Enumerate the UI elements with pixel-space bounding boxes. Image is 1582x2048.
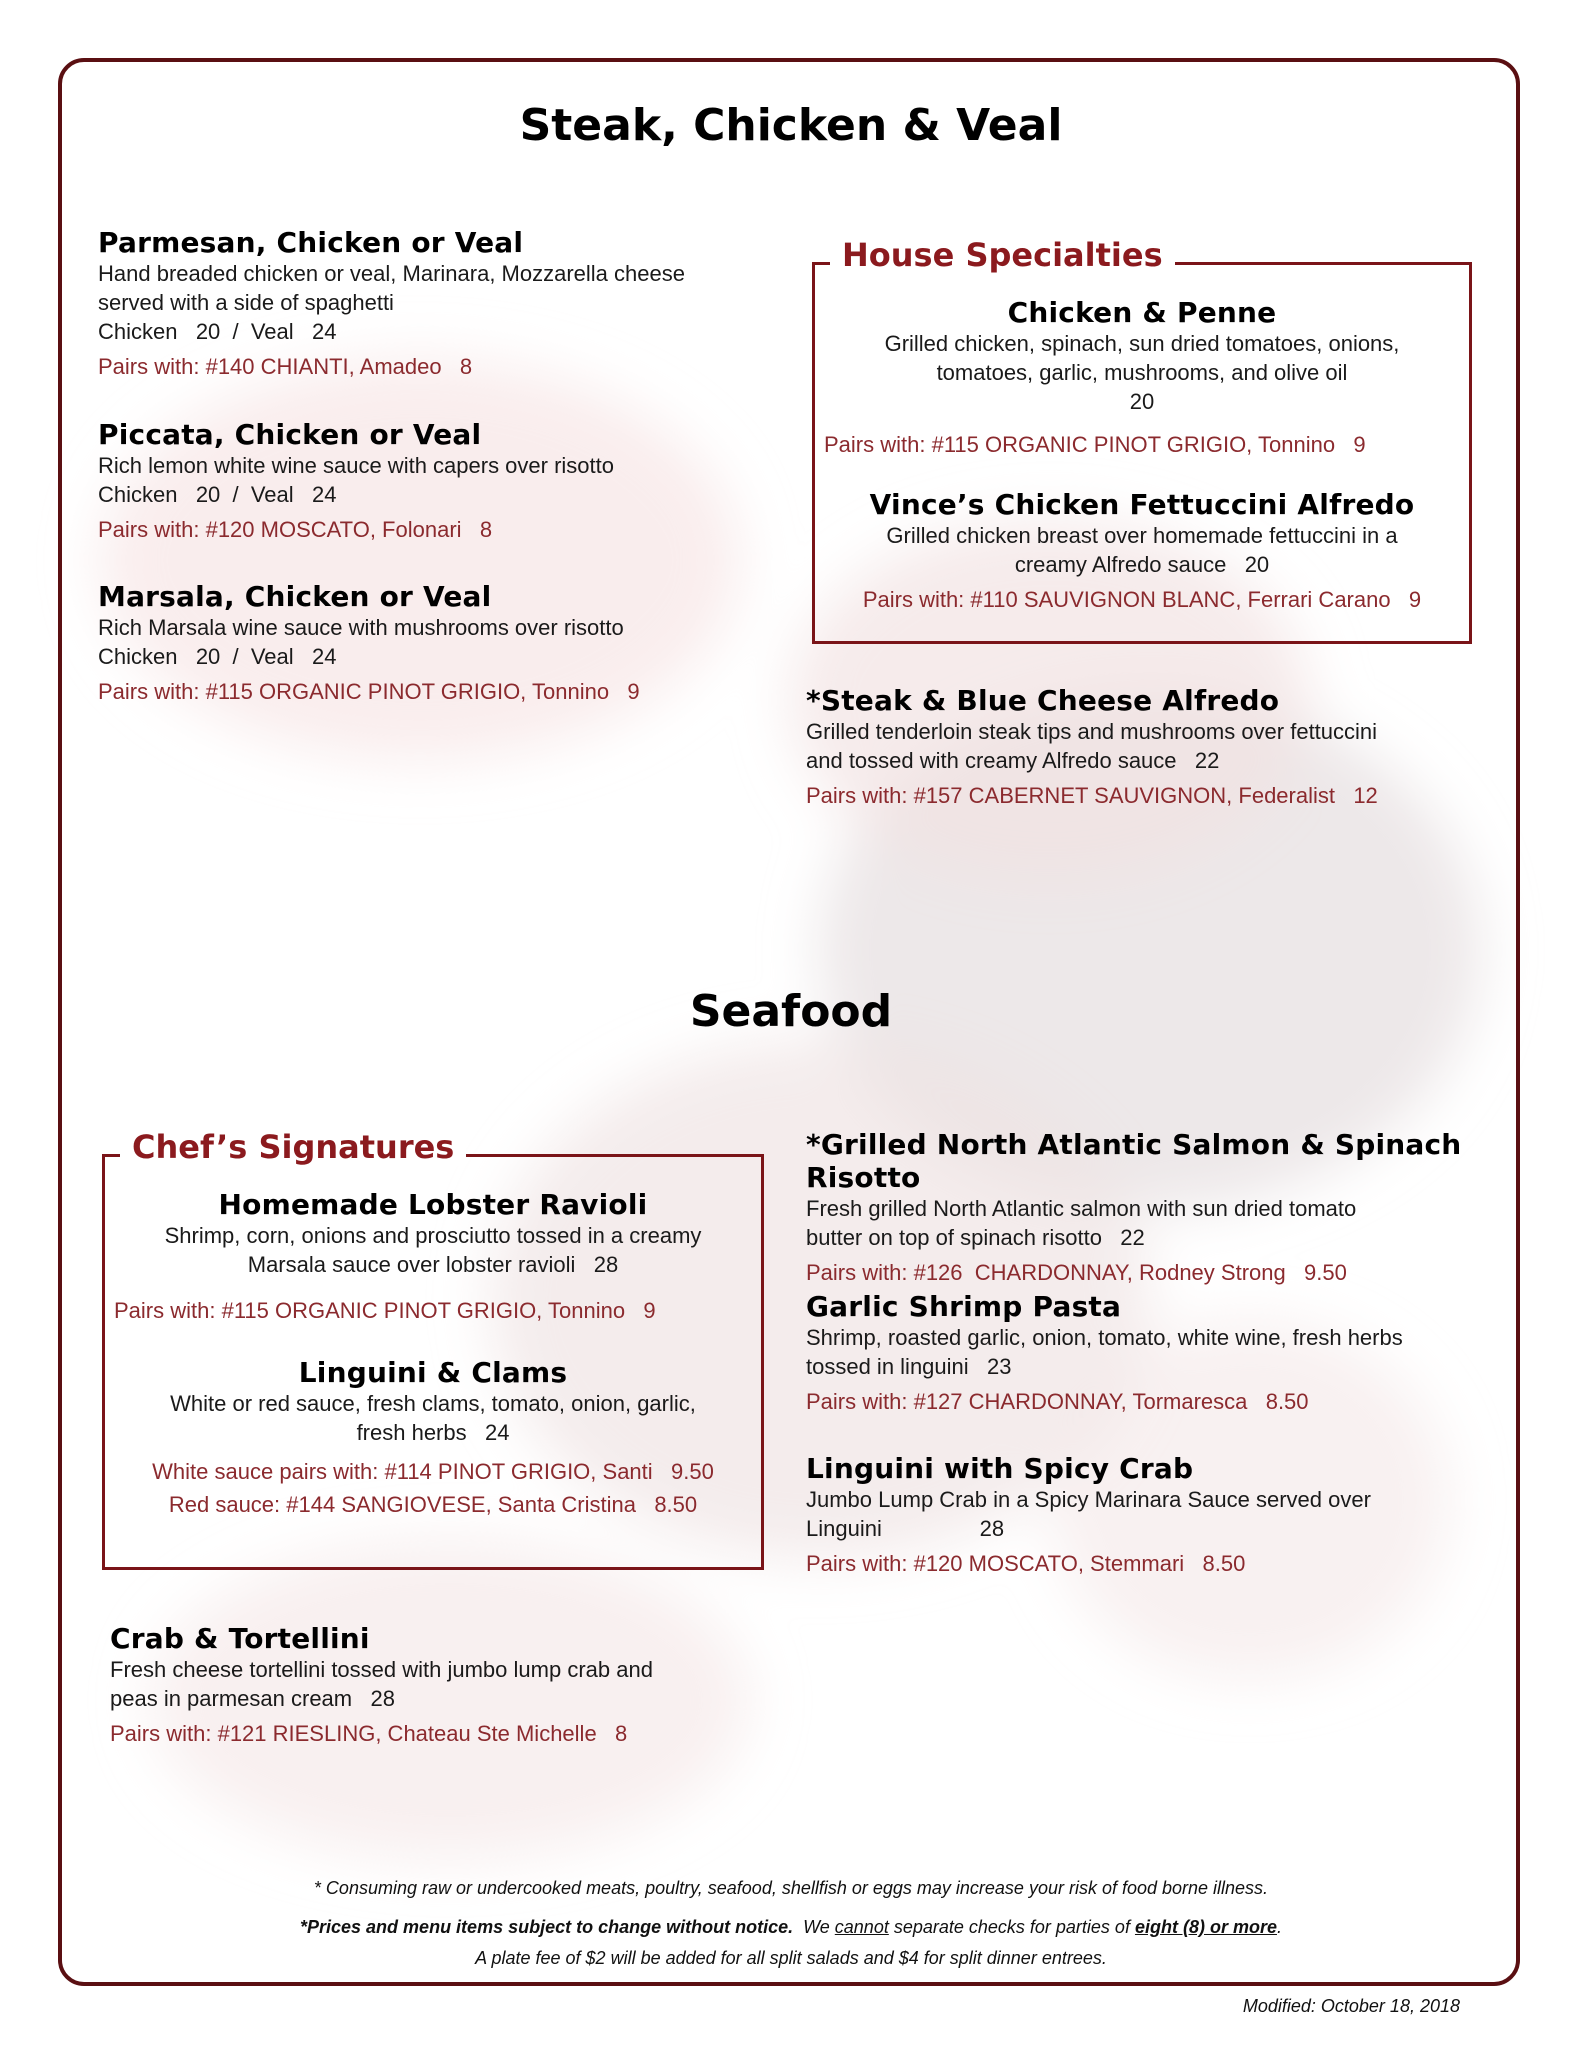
menu-item-piccata bbox=[98, 418, 778, 544]
item-title: Crab & Tortellini bbox=[110, 1622, 370, 1655]
item-desc: Hand breaded chicken or veal, Marinara, Mozzarella cheese bbox=[98, 261, 685, 286]
item-title: Piccata, Chicken or Veal bbox=[98, 418, 482, 451]
footer-policy-prices: *Prices and menu items subject to change without notice. bbox=[300, 1917, 794, 1937]
item-desc: White or red sauce, fresh clams, tomato, onion, garlic, bbox=[170, 1391, 696, 1416]
item-title: Chicken & Penne bbox=[1007, 296, 1277, 329]
chefs-signatures-label: Chef’s Signatures bbox=[120, 1128, 466, 1166]
item-desc: creamy Alfredo sauce 20 bbox=[1014, 552, 1270, 577]
wine-pairing-red: Red sauce: #144 SANGIOVESE, Santa Cristina 8.50 bbox=[168, 1492, 698, 1517]
item-desc: Shrimp, roasted garlic, onion, tomato, white wine, fresh herbs bbox=[806, 1325, 1403, 1350]
menu-item-crab-tortellini bbox=[110, 1622, 790, 1748]
wine-pairing: Pairs with: #140 CHIANTI, Amadeo 8 bbox=[98, 354, 473, 379]
item-title: *Steak & Blue Cheese Alfredo bbox=[806, 684, 1280, 717]
wine-pairing: Pairs with: #157 CABERNET SAUVIGNON, Federalist 12 bbox=[806, 783, 1378, 808]
footer-policy-separate: separate checks for parties of bbox=[888, 1917, 1135, 1937]
item-desc: Rich Marsala wine sauce with mushrooms over risotto bbox=[98, 615, 624, 640]
menu-item-spicy-crab bbox=[806, 1452, 1506, 1578]
item-desc: Fresh grilled North Atlantic salmon with sun dried tomato bbox=[806, 1196, 1357, 1221]
house-specialties-label: House Specialties bbox=[830, 236, 1175, 274]
footer-policy-eight: eight (8) or more bbox=[1134, 1917, 1277, 1937]
footer-policy-we: We bbox=[793, 1917, 835, 1937]
item-price: Chicken 20 / Veal 24 bbox=[98, 644, 337, 669]
wine-pairing: Pairs with: #115 ORGANIC PINOT GRIGIO, Tonnino 9 bbox=[98, 679, 640, 704]
item-desc: Fresh cheese tortellini tossed with jumbo lump crab and bbox=[110, 1657, 653, 1682]
item-desc: Rich lemon white wine sauce with capers over risotto bbox=[98, 453, 615, 478]
wine-pairing: Pairs with: #127 CHARDONNAY, Tormaresca 8.50 bbox=[806, 1389, 1309, 1414]
item-desc: Grilled chicken breast over homemade fettuccini in a bbox=[886, 523, 1398, 548]
item-title: *Grilled North Atlantic Salmon & Spinach Risotto bbox=[806, 1128, 1462, 1194]
item-price: Chicken 20 / Veal 24 bbox=[98, 319, 337, 344]
item-title: Homemade Lobster Ravioli bbox=[218, 1188, 648, 1221]
wine-pairing: Pairs with: #121 RIESLING, Chateau Ste Michelle 8 bbox=[110, 1721, 628, 1746]
menu-item-chicken-penne bbox=[812, 296, 1472, 416]
item-title: Garlic Shrimp Pasta bbox=[806, 1290, 1122, 1323]
wine-pairing: Pairs with: #120 MOSCATO, Folonari 8 bbox=[98, 517, 493, 542]
wine-pairing: Pairs with: #126 CHARDONNAY, Rodney Strong 9.50 bbox=[806, 1260, 1347, 1285]
section-title-seafood: Seafood bbox=[689, 986, 893, 1037]
item-price: 20 bbox=[1129, 389, 1155, 414]
menu-item-salmon bbox=[806, 1128, 1506, 1287]
footer-plate-fee: A plate fee of $2 will be added for all split salads and $4 for split dinner entrees. bbox=[475, 1948, 1107, 1968]
item-title: Linguini with Spicy Crab bbox=[806, 1452, 1194, 1485]
item-price: Chicken 20 / Veal 24 bbox=[98, 482, 337, 507]
item-desc: Shrimp, corn, onions and prosciutto tossed in a creamy bbox=[164, 1223, 702, 1248]
menu-item-linguini-clams bbox=[102, 1356, 764, 1519]
footer-policy-period: . bbox=[1276, 1917, 1282, 1937]
menu-item-marsala bbox=[98, 580, 778, 706]
footer-policy-cannot: cannot bbox=[834, 1917, 889, 1937]
item-desc: Jumbo Lump Crab in a Spicy Marinara Sauce served over bbox=[806, 1487, 1371, 1512]
item-desc: Linguini 28 bbox=[806, 1516, 1005, 1541]
menu-item-parmesan bbox=[98, 226, 778, 381]
item-desc: and tossed with creamy Alfredo sauce 22 bbox=[806, 748, 1220, 773]
wine-pairing-white: White sauce pairs with: #114 PINOT GRIGIO, Santi 9.50 bbox=[152, 1459, 714, 1484]
item-desc: Marsala sauce over lobster ravioli 28 bbox=[247, 1252, 619, 1277]
item-desc: served with a side of spaghetti bbox=[98, 290, 394, 315]
menu-item-lobster-ravioli bbox=[102, 1188, 764, 1279]
footer-policy bbox=[0, 1917, 1582, 1938]
item-title: Marsala, Chicken or Veal bbox=[98, 580, 492, 613]
section-title-steak: Steak, Chicken & Veal bbox=[519, 100, 1063, 151]
menu-item-vince-alfredo bbox=[812, 488, 1472, 614]
modified-date: Modified: October 18, 2018 bbox=[1242, 1996, 1460, 2016]
wine-pairing: Pairs with: #120 MOSCATO, Stemmari 8.50 bbox=[806, 1551, 1246, 1576]
footer-disclaimer: * Consuming raw or undercooked meats, poultry, seafood, shellfish or eggs may increase your risk of food borne illness. bbox=[313, 1878, 1269, 1898]
item-title: Vince’s Chicken Fettuccini Alfredo bbox=[869, 488, 1415, 521]
item-desc: Grilled chicken, spinach, sun dried tomatoes, onions, bbox=[884, 331, 1400, 356]
item-desc: peas in parmesan cream 28 bbox=[110, 1686, 395, 1711]
item-desc: butter on top of spinach risotto 22 bbox=[806, 1225, 1145, 1250]
item-desc: tossed in linguini 23 bbox=[806, 1354, 1012, 1379]
menu-item-garlic-shrimp bbox=[806, 1290, 1506, 1416]
item-title: Linguini & Clams bbox=[298, 1356, 568, 1389]
wine-pairing: Pairs with: #110 SAUVIGNON BLANC, Ferrari Carano 9 bbox=[862, 587, 1422, 612]
menu-item-steak-blue-cheese bbox=[806, 684, 1506, 810]
wine-pairing: Pairs with: #115 ORGANIC PINOT GRIGIO, Tonnino 9 bbox=[824, 432, 1366, 457]
item-desc: Grilled tenderloin steak tips and mushrooms over fettuccini bbox=[806, 719, 1378, 744]
wine-pairing: Pairs with: #115 ORGANIC PINOT GRIGIO, Tonnino 9 bbox=[114, 1298, 656, 1323]
item-desc: tomatoes, garlic, mushrooms, and olive oil bbox=[936, 360, 1348, 385]
item-desc: fresh herbs 24 bbox=[356, 1420, 510, 1445]
item-title: Parmesan, Chicken or Veal bbox=[98, 226, 524, 259]
